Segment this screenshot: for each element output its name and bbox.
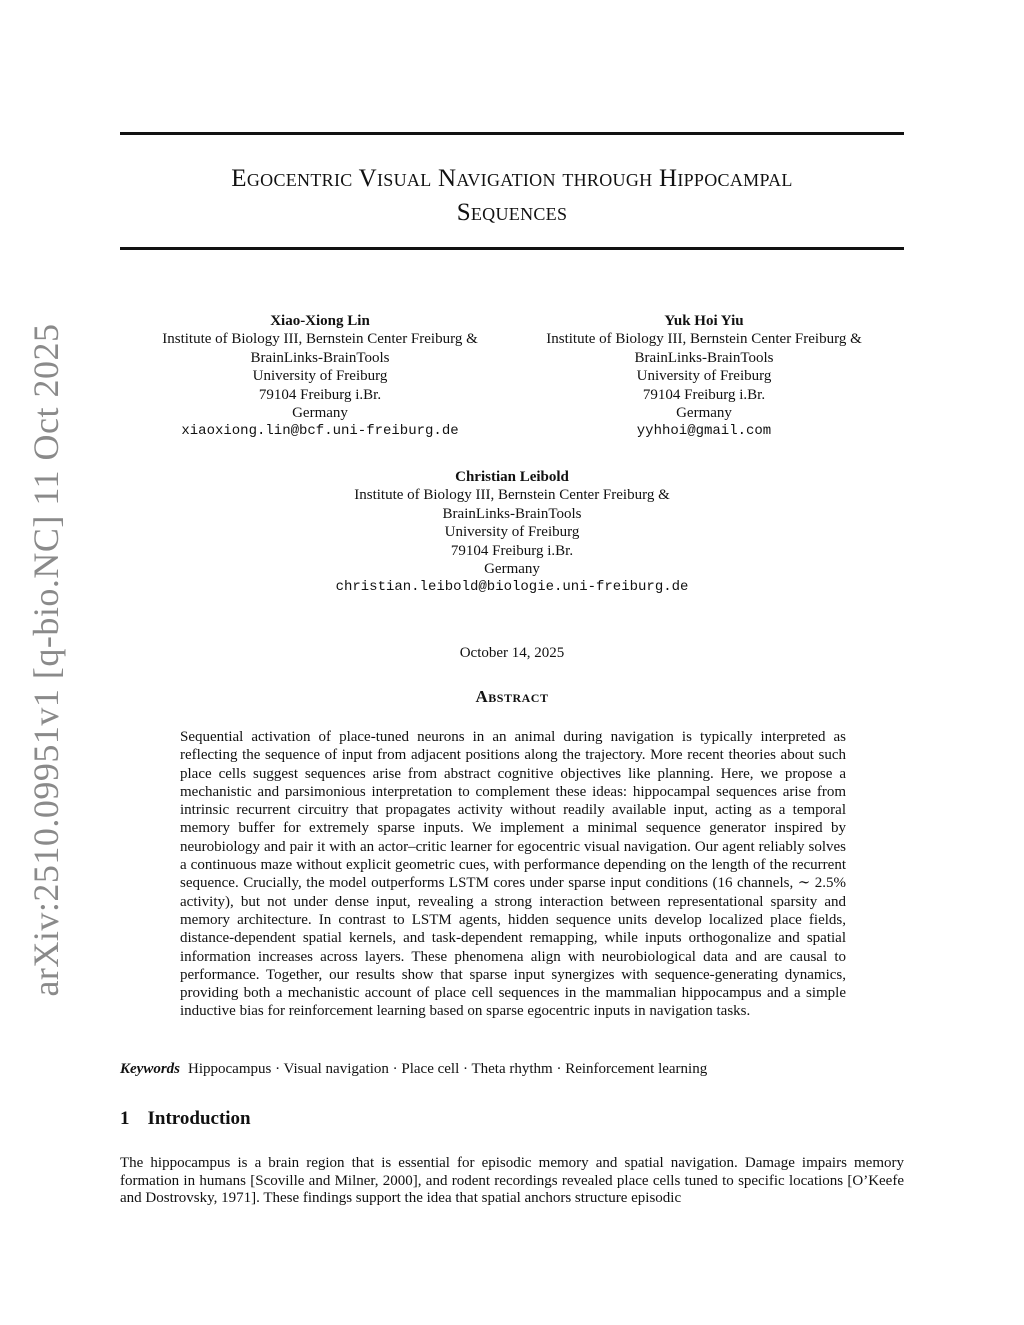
author-block-3 [262,468,762,597]
author-name: Christian Leibold [455,469,569,485]
title-rule-bottom [120,247,904,250]
keywords-label: Keywords [120,1061,180,1077]
section-number: 1 [120,1108,130,1129]
author-affiliation: BrainLinks-BrainTools [442,505,582,522]
author-affiliation: University of Freiburg [636,368,772,385]
author-email[interactable]: xiaoxiong.lin@bcf.uni-freiburg.de [181,423,459,440]
author-block-2 [504,312,904,441]
author-name: Yuk Hoi Yiu [664,313,744,329]
keywords-line [120,1061,904,1078]
title-rule-top [120,132,904,135]
author-email[interactable]: christian.leibold@biologie.uni-freiburg.de [335,579,689,596]
author-affiliation: BrainLinks-BrainTools [250,349,390,366]
author-block-1 [120,312,520,441]
author-affiliation: 79104 Freiburg i.Br. [450,542,574,559]
author-affiliation: 79104 Freiburg i.Br. [642,386,766,403]
author-affiliation: University of Freiburg [252,368,388,385]
title-line-2: Sequences [456,199,568,226]
author-email[interactable]: yyhhoi@gmail.com [636,423,772,440]
section-body-text: The hippocampus is a brain region that is essential for episodic memory and spatial navigation. Damage impairs memory formation in humans [Scoville and Milner, 2000], and rodent recordings revealed place cells tuned to specific locations [O’Keefe and Dostrovsky, 1971]. These findings support the idea that spatial anchors structure episodic [120,1155,904,1206]
paper-date: October 14, 2025 [459,645,565,661]
title-line-1: Egocentric Visual Navigation through Hippocampal [231,165,793,192]
author-affiliation: Germany [484,561,540,578]
keywords-list: Hippocampus · Visual navigation · Place cell · Theta rhythm · Reinforcement learning [188,1061,708,1077]
author-affiliation: University of Freiburg [444,524,580,541]
author-affiliation: 79104 Freiburg i.Br. [258,386,382,403]
author-affiliation: Germany [676,405,732,422]
author-affiliation: Institute of Biology III, Bernstein Center Freiburg & [546,331,862,348]
abstract-text: Sequential activation of place-tuned neurons in an animal during navigation is typically interpreted as reflecting the sequence of input from adjacent positions along the trajectory. More recent theories about such place cells suggest sequences arise from abstract cognitive objectives like planning. Here, we propose a mechanistic and parsimonious interpretation to complement these ideas: hippocampal sequences arise from intrinsic recurrent circuitry that propagates activity without readily available input, acting as a temporal memory buffer for extremely sparse inputs. We implement a minimal sequence generator inspired by neurobiology and pair it with an actor–critic learner for egocentric visual navigation. Our agent reliably solves a continuous maze without explicit geometric cues, with performance depending on the length of the recurrent sequence. Crucially, the model outperforms LSTM cores under sparse input conditions (16 channels, ∼ 2.5% activity), but not under dense input, revealing a strong interaction between representational sparsity and memory architecture. In contrast to LSTM agents, hidden sequence units develop localized place fields, distance-dependent spatial kernels, and task-dependent remapping, while inputs orthogonalize and spatial information increases across layers. These phenomena align with neurobiological data and are causal to performance. Together, our results show that sparse input synergizes with sequence-generating dynamics, providing both a mechanistic account of place cell sequences in the mammalian hippocampus and a simple inductive bias for reinforcement learning based on sparse egocentric inputs in navigation tasks. [180,729,846,1020]
author-affiliation: Institute of Biology III, Bernstein Center Freiburg & [162,331,478,348]
abstract-heading: Abstract [475,687,549,706]
author-affiliation: Germany [292,405,348,422]
section-heading [120,1108,251,1130]
author-affiliation: Institute of Biology III, Bernstein Center Freiburg & [354,487,670,504]
arxiv-stamp [16,323,76,997]
author-name: Xiao-Xiong Lin [270,313,370,329]
section-title: Introduction [147,1108,251,1129]
author-affiliation: BrainLinks-BrainTools [634,349,774,366]
arxiv-id: arXiv:2510.09951v1 [q-bio.NC] 11 Oct 2025 [26,323,66,997]
paper-title [120,162,904,230]
